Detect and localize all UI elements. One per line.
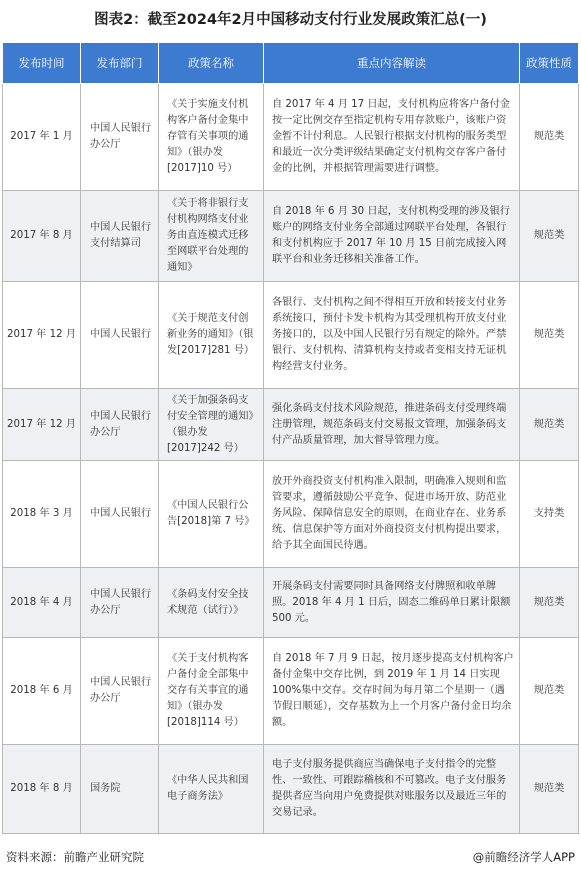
cell-nature: 规范类 [520,568,579,638]
cell-name: 《关于加强条码支付安全管理的通知》（银办发[2017]242 号） [159,389,264,461]
cell-name: 《关于实施支付机构客户备付金集中存管有关事项的通知》（银办发[2017]10 号） [159,84,264,191]
cell-dept: 中国人民银行 [81,461,159,568]
cell-nature: 规范类 [520,745,579,834]
cell-content: 自 2018 年 7 月 9 日起，按月逐步提高支付机构客户备付金集中交存比例，到 2019 年 1 月 14 日实现 100%集中交存。交存时间为每月第二个星期一（遇节假日顺延），交存基数为上一个月客户备付金日均余额。 [264,638,520,745]
table-row [3,191,579,282]
header-name: 政策名称 [159,43,264,84]
cell-content: 放开外商投资支付机构准入限制，明确准入规则和监管要求，遵循鼓励公平竞争、促进市场开放、防范业务风险、保障信息安全的原则，在商业存在、业务系统、信息保护等方面对外商投资支付机构提出要求，给予其全面国民待遇。 [264,461,520,568]
policy-table-wrapper [2,42,578,834]
table-row [3,84,579,191]
table-row [3,389,579,461]
cell-time: 2018 年 4 月 [3,568,81,638]
cell-time: 2018 年 6 月 [3,638,81,745]
cell-nature: 支持类 [520,461,579,568]
cell-content: 开展条码支付需要同时具备网络支付牌照和收单牌照。2018 年 4 月 1 日后，固态二维码单日累计限额 500 元。 [264,568,520,638]
cell-content: 自 2017 年 4 月 17 日起，支付机构应将客户备付金按一定比例交存至指定机构专用存款账户，该账户资金暂不计付利息。人民银行根据支付机构的服务类型和最近一次分类评级结果确定支付机构交存客户备付金的比例，并根据管理需要进行调整。 [264,84,520,191]
cell-time: 2017 年 8 月 [3,191,81,282]
source-note: 资料来源：前瞻产业研究院 [6,850,144,864]
cell-nature: 规范类 [520,638,579,745]
brand-credit: @前瞻经济学人APP [472,850,575,864]
header-dept: 发布部门 [81,43,159,84]
cell-nature: 规范类 [520,282,579,389]
table-body [3,84,579,834]
table-row [3,638,579,745]
cell-dept: 中国人民银行办公厅 [81,84,159,191]
policy-table [2,42,579,834]
table-header [3,43,579,84]
table-row [3,568,579,638]
footer [0,845,581,869]
cell-name: 《条码支付安全技术规范（试行）》 [159,568,264,638]
header-content: 重点内容解读 [264,43,520,84]
cell-dept: 国务院 [81,745,159,834]
cell-nature: 规范类 [520,191,579,282]
cell-nature: 规范类 [520,389,579,461]
cell-time: 2017 年 1 月 [3,84,81,191]
table-row [3,282,579,389]
table-row [3,461,579,568]
cell-time: 2018 年 8 月 [3,745,81,834]
cell-time: 2017 年 12 月 [3,389,81,461]
header-row [3,43,579,84]
cell-dept: 中国人民银行办公厅 [81,568,159,638]
header-time: 发布时间 [3,43,81,84]
cell-name: 《关于将非银行支付机构网络支付业务由直连模式迁移至网联平台处理的通知》 [159,191,264,282]
cell-dept: 中国人民银行支付结算司 [81,191,159,282]
cell-dept: 中国人民银行 [81,282,159,389]
table-row [3,745,579,834]
page-title: 图表2：截至2024年2月中国移动支付行业发展政策汇总(一) [94,12,487,28]
cell-name: 《关于支付机构客户备付金全部集中交存有关事宜的通知》（银办发[2018]114 号） [159,638,264,745]
cell-dept: 中国人民银行办公厅 [81,638,159,745]
cell-content: 各银行、支付机构之间不得相互开放和转接支付业务系统接口，预付卡发卡机构为其受理机构开放支付业务接口的，以及中国人民银行另有规定的除外。严禁银行、支付机构、清算机构支持或者变相支持无证机构经营支付业务。 [264,282,520,389]
cell-time: 2017 年 12 月 [3,282,81,389]
cell-name: 《中华人民共和国电子商务法》 [159,745,264,834]
header-nature: 政策性质 [520,43,579,84]
cell-name: 《关于规范支付创新业务的通知》（银发[2017]281 号） [159,282,264,389]
cell-content: 自 2018 年 6 月 30 日起，支付机构受理的涉及银行账户的网络支付业务全部通过网联平台处理，各银行和支付机构应于 2017 年 10 月 15 日前完成接入网联平台和业务迁移相关准备工作。 [264,191,520,282]
cell-dept: 中国人民银行办公厅 [81,389,159,461]
cell-content: 强化条码支付技术风险规范，推进条码支付受理终端注册管理，规范条码支付交易报文管理，加强条码支付产品质量管理，加大督导管理力度。 [264,389,520,461]
cell-nature: 规范类 [520,84,579,191]
cell-name: 《中国人民银行公告[2018]第 7 号》 [159,461,264,568]
cell-content: 电子支付服务提供商应当确保电子支付指令的完整性、一致性、可跟踪稽核和不可篡改。电子支付服务提供者应当向用户免费提供对账服务以及最近三年的交易记录。 [264,745,520,834]
cell-time: 2018 年 3 月 [3,461,81,568]
